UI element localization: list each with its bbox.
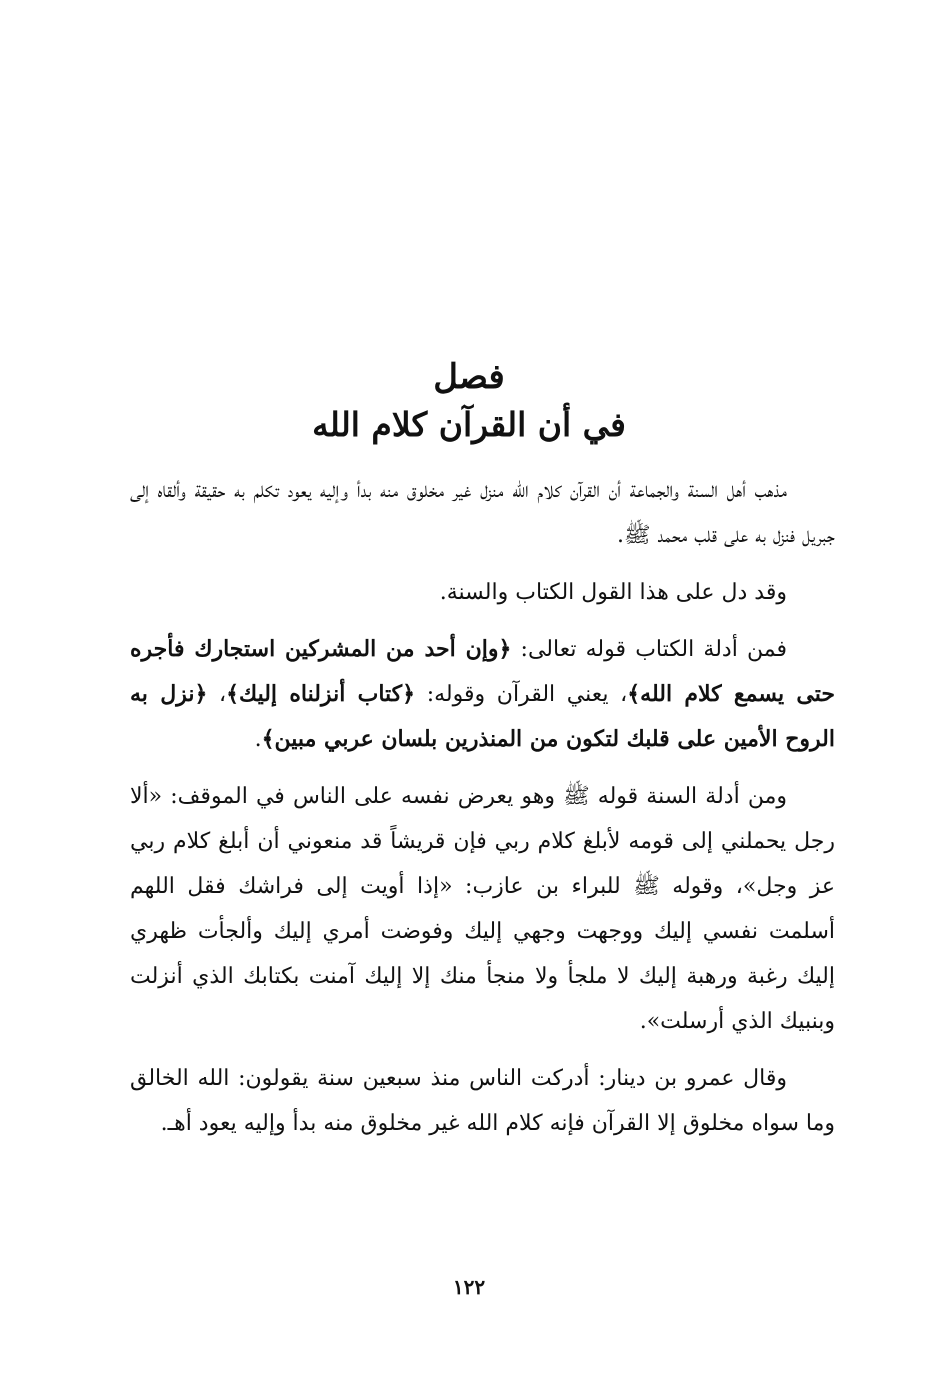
body-text — [130, 468, 835, 1158]
paragraph-1: مذهب أهل السنة والجماعة أن القرآن كلام الله منزل غير مخلوق منه بدأ وإليه يعود تكلم به حقيقة وألقاه إلى جبريل فنزل به على قلب محمد ﷺ. — [130, 478, 835, 548]
section-subtitle: في أن القرآن كلام الله — [312, 405, 626, 444]
page-number: ١٢٢ — [452, 1275, 486, 1299]
paragraph-3 — [130, 627, 835, 762]
paragraph-3-intro: فمن أدلة الكتاب قوله تعالى: — [511, 637, 787, 662]
section-title: فصل — [433, 357, 505, 397]
quran-verse-1: ﴿وإن أحد من المشركين استجارك فأجره حتى يسمع كلام الله﴾ — [130, 636, 836, 707]
paragraph-2: وقد دل على هذا القول الكتاب والسنة. — [439, 580, 787, 605]
paragraph-5: وقال عمرو بن دينار: أدركت الناس منذ سبعين سنة يقولون: الله الخالق وما سواه مخلوق إلا القرآن فإنه كلام الله غير مخلوق منه بدأ وإليه يعود أهـ. — [130, 1066, 835, 1136]
paragraph-3-mid: ، يعني القرآن وقوله: — [415, 682, 628, 707]
quran-verse-3: ﴿نزل به الروح الأمين على قلبك لتكون من المنذرين بلسان عربي مبين﴾ — [130, 681, 835, 752]
quran-verse-2: ﴿كتاب أنزلناه إليك﴾ — [226, 681, 416, 707]
paragraph-3-sep: ، — [207, 682, 227, 707]
paragraph-4: ومن أدلة السنة قوله ﷺ وهو يعرض نفسه على الناس في الموقف: «ألا رجل يحملني إلى قومه لأبلغ كلام ربي فإن قريشاً قد منعوني أن أبلغ كلام ربي عز وجل»، وقوله ﷺ للبراء بن عازب: «إذا أويت إلى فراشك فقل اللهم أسلمت نفسي إليك ووجهت وجهي إليك وفوضت أمري إليك وألجأت ظهري إليك رغبة ورهبة إليك لا ملجأ ولا منجأ منك إلا إليك آمنت بكتابك الذي أنزلت وبنبيك الذي أرسلت». — [130, 784, 835, 1034]
paragraph-3-end: . — [254, 727, 262, 752]
